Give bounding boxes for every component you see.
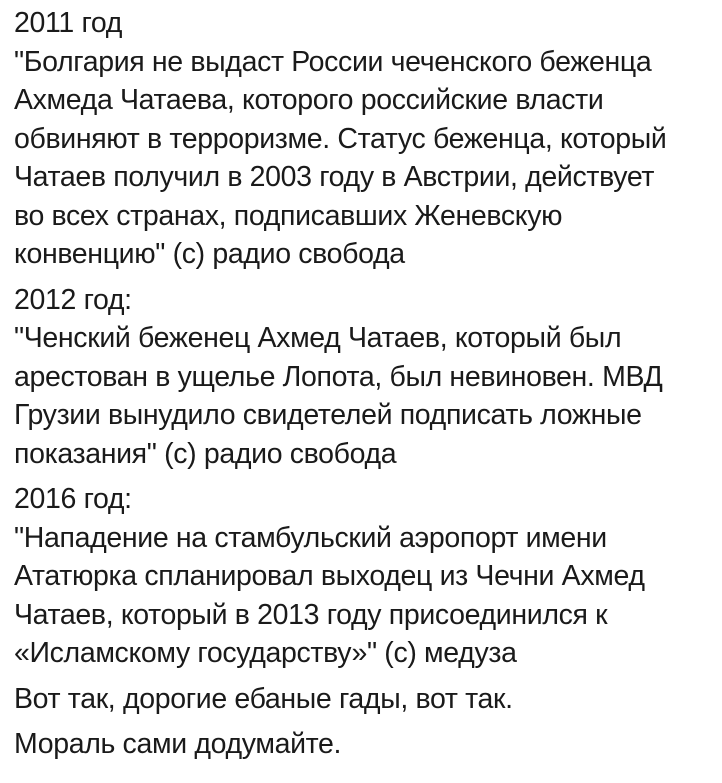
paragraph-remark <box>14 680 712 719</box>
paragraph-2016 <box>14 480 712 673</box>
paragraph-line: арестован в ущелье Лопота, был невиновен. МВД <box>14 360 663 393</box>
paragraph-2012 <box>14 281 712 474</box>
paragraph-line: "Ченский беженец Ахмед Чатаев, который был <box>14 322 622 354</box>
paragraph-line: "Нападение на стамбульский аэропорт имени <box>14 521 607 554</box>
paragraph-moral <box>14 725 712 764</box>
paragraph-line: Грузии вынудило свидетелей подписать ложные <box>14 399 642 431</box>
paragraph-line: Ахмеда Чатаева, которого российские власти <box>14 84 604 116</box>
paragraph-line: Чатаев получил в 2003 году в Австрии, действует <box>14 161 655 193</box>
paragraph-line: 2011 год <box>14 7 123 39</box>
paragraph-line: 2012 год: <box>14 283 132 316</box>
paragraph-line: 2016 год: <box>14 483 132 515</box>
paragraph-line: Чатаев, который в 2013 году присоединился к <box>14 598 608 631</box>
paragraph-line: показания" (с) радио свобода <box>14 437 397 470</box>
paragraph-line: Вот так, дорогие ебаные гады, вот так. <box>14 682 513 715</box>
paragraph-line: конвенцию" (с) радио свобода <box>14 238 405 270</box>
paragraph-line: во всех странах, подписавших Женевскую <box>14 199 563 232</box>
paragraph-2011 <box>14 4 712 274</box>
paragraph-line: «Исламскому государству»" (с) медуза <box>14 637 517 669</box>
paragraph-line: Ататюрка спланировал выходец из Чечни Ахмед <box>14 560 645 592</box>
paragraph-line: Мораль сами додумайте. <box>14 728 342 760</box>
paragraph-line: "Болгария не выдаст России чеченского беженца <box>14 45 652 78</box>
paragraph-line: обвиняют в терроризме. Статус беженца, который <box>14 122 667 155</box>
